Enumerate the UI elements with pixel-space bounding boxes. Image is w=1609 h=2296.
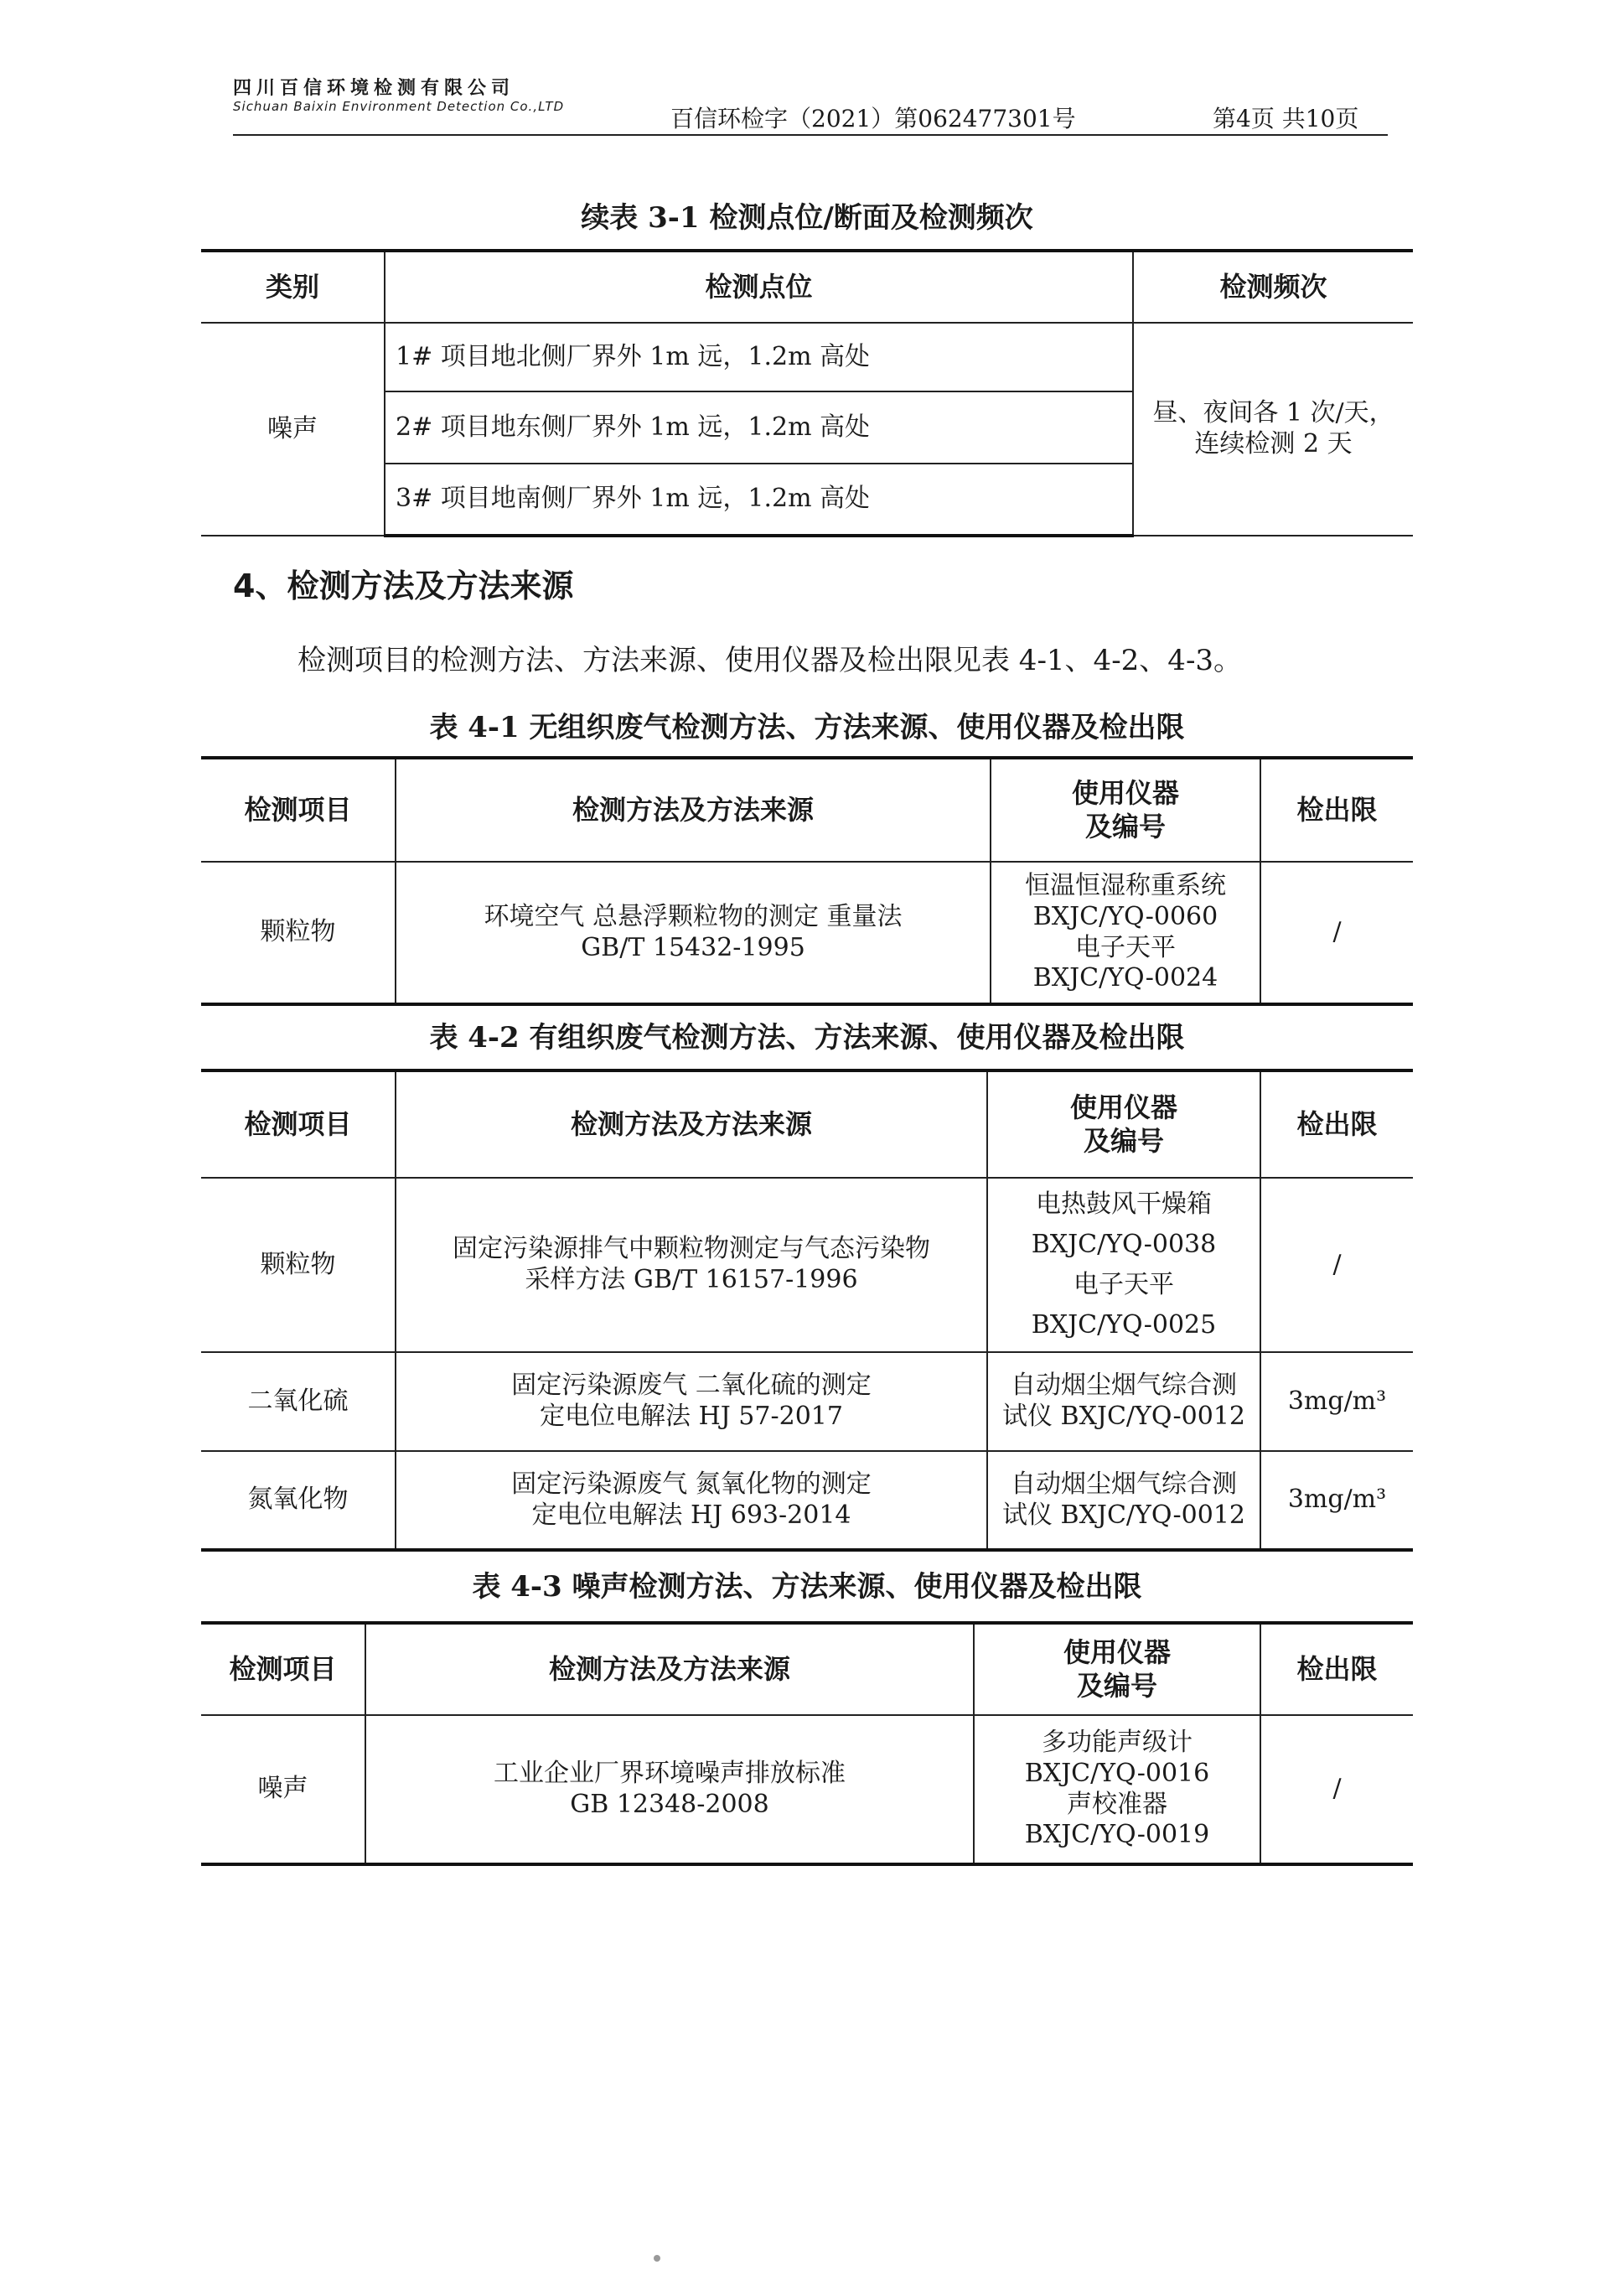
- scan-mark: [654, 2255, 660, 2262]
- header-item: 检测项目: [201, 1070, 396, 1178]
- method-cell: 工业企业厂界环境噪声排放标准 GB 12348-2008: [365, 1715, 974, 1864]
- page-indicator: 第4页 共10页: [1213, 105, 1359, 132]
- header-instrument: 使用仪器 及编号: [974, 1623, 1260, 1715]
- method-cell: 固定污染源废气 氮氧化物的测定 定电位电解法 HJ 693-2014: [396, 1451, 987, 1550]
- table-3-1-caption: 续表 3-1 检测点位/断面及检测频次: [581, 201, 1033, 235]
- limit-cell: /: [1260, 862, 1413, 1004]
- instrument-cell: 自动烟尘烟气综合测 试仪 BXJC/YQ-0012: [987, 1352, 1260, 1451]
- report-number: 百信环检字（2021）第062477301号: [670, 105, 1076, 132]
- header-frequency: 检测频次: [1133, 251, 1413, 323]
- table-row: [201, 1178, 1413, 1352]
- header-limit: 检出限: [1260, 1623, 1413, 1715]
- table-4-3: [201, 1621, 1413, 1866]
- instrument-cell: 电热鼓风干燥箱 BXJC/YQ-0038 电子天平 BXJC/YQ-0025: [987, 1178, 1260, 1352]
- table-row: [201, 1352, 1413, 1451]
- section-4-paragraph: 检测项目的检测方法、方法来源、使用仪器及检出限见表 4-1、4-2、4-3。: [297, 644, 1243, 677]
- frequency-line-1: 昼、夜间各 1 次/天，: [1152, 398, 1394, 428]
- header-limit: 检出限: [1260, 758, 1413, 862]
- instrument-cell: 多功能声级计 BXJC/YQ-0016 声校准器 BXJC/YQ-0019: [974, 1715, 1260, 1864]
- point-2: 2# 项目地东侧厂界外 1m 远，1.2m 高处: [385, 391, 1133, 464]
- frequency-cell: [1133, 323, 1413, 536]
- table-4-2: [201, 1069, 1413, 1552]
- header-item: 检测项目: [201, 758, 396, 862]
- point-3: 3# 项目地南侧厂界外 1m 远，1.2m 高处: [385, 464, 1133, 536]
- limit-cell: 3mg/m³: [1260, 1451, 1413, 1550]
- method-cell: 固定污染源排气中颗粒物测定与气态污染物 采样方法 GB/T 16157-1996: [396, 1178, 987, 1352]
- limit-cell: /: [1260, 1715, 1413, 1864]
- company-name-cn: 四川百信环境检测有限公司: [233, 78, 515, 99]
- item-cell: 颗粒物: [201, 862, 396, 1004]
- header-method: 检测方法及方法来源: [396, 1070, 987, 1178]
- instrument-cell: 自动烟尘烟气综合测 试仪 BXJC/YQ-0012: [987, 1451, 1260, 1550]
- header-method: 检测方法及方法来源: [365, 1623, 974, 1715]
- table-4-3-caption: 表 4-3 噪声检测方法、方法来源、使用仪器及检出限: [472, 1570, 1142, 1604]
- method-cell: 固定污染源废气 二氧化硫的测定 定电位电解法 HJ 57-2017: [396, 1352, 987, 1451]
- header-category: 类别: [201, 251, 385, 323]
- point-1: 1# 项目地北侧厂界外 1m 远，1.2m 高处: [385, 323, 1133, 391]
- category-cell: 噪声: [201, 323, 385, 536]
- header-instrument: 使用仪器 及编号: [987, 1070, 1260, 1178]
- item-cell: 氮氧化物: [201, 1451, 396, 1550]
- frequency-line-2: 连续检测 2 天: [1194, 429, 1353, 459]
- company-name-en: Sichuan Baixin Environment Detection Co.,LTD: [233, 99, 565, 114]
- limit-cell: 3mg/m³: [1260, 1352, 1413, 1451]
- item-cell: 二氧化硫: [201, 1352, 396, 1451]
- instrument-cell: 恒温恒湿称重系统 BXJC/YQ-0060 电子天平 BXJC/YQ-0024: [991, 862, 1260, 1004]
- header-divider: [233, 134, 1388, 136]
- header-limit: 检出限: [1260, 1070, 1413, 1178]
- header-method: 检测方法及方法来源: [396, 758, 991, 862]
- item-cell: 噪声: [201, 1715, 365, 1864]
- header-item: 检测项目: [201, 1623, 365, 1715]
- section-4-title: 4、检测方法及方法来源: [233, 568, 574, 604]
- table-3-1: [201, 249, 1413, 537]
- table-4-1-caption: 表 4-1 无组织废气检测方法、方法来源、使用仪器及检出限: [429, 711, 1185, 744]
- header-point: 检测点位: [385, 251, 1133, 323]
- table-4-2-caption: 表 4-2 有组织废气检测方法、方法来源、使用仪器及检出限: [429, 1021, 1185, 1055]
- table-row: [201, 1451, 1413, 1550]
- table-4-1: [201, 756, 1413, 1006]
- item-cell: 颗粒物: [201, 1178, 396, 1352]
- method-cell: 环境空气 总悬浮颗粒物的测定 重量法 GB/T 15432-1995: [396, 862, 991, 1004]
- header-instrument: 使用仪器 及编号: [991, 758, 1260, 862]
- limit-cell: /: [1260, 1178, 1413, 1352]
